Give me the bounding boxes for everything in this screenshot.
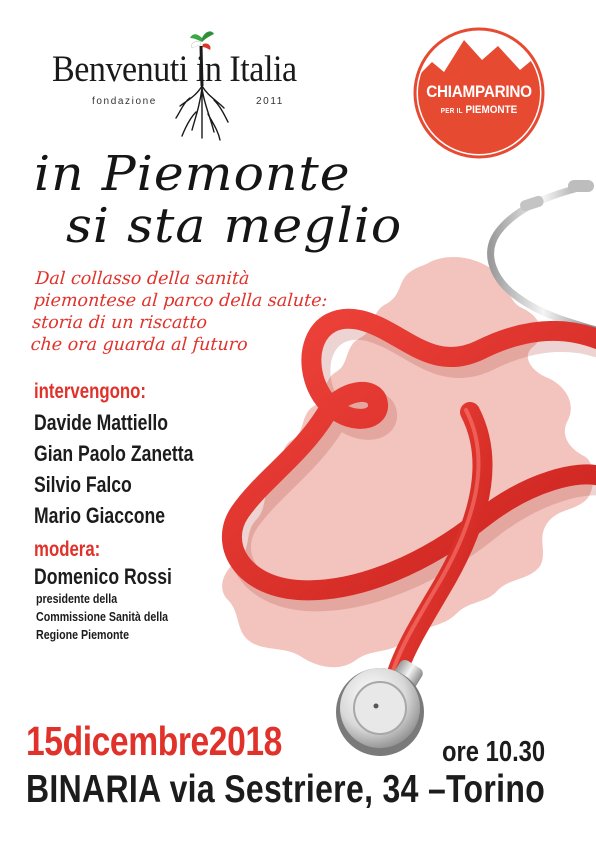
foundation-subtitle: [92, 96, 284, 107]
speakers-label: intervengono:: [34, 380, 146, 403]
subtitle-line: Dal collasso della sanità: [34, 269, 251, 289]
foundation-logo: [48, 26, 338, 146]
foundation-name: Benvenuti in Italia: [52, 49, 297, 90]
subtitle-line: storia di un riscatto: [31, 313, 208, 333]
party-region-name: PIEMONTE: [465, 104, 518, 116]
moderator-role-line: presidente della: [36, 591, 118, 606]
moderator-label: modera:: [34, 538, 101, 561]
party-name: CHIAMPARINO: [426, 82, 532, 101]
moderator-name: Domenico Rossi: [34, 564, 172, 589]
event-venue: BINARIA via Sestriere, 34 –Torino: [26, 768, 546, 811]
speaker-name: Davide Mattiello: [34, 410, 168, 435]
moderator-role: [36, 590, 168, 644]
party-region-prefix: PER IL: [440, 108, 463, 115]
subtitle: [30, 268, 330, 356]
headline-line-1: in Piemonte: [34, 146, 351, 202]
event-time: ore 10.30: [442, 736, 546, 768]
foundation-sub-label: fondazione: [92, 96, 157, 107]
moderator-role-line: Commissione Sanità della: [36, 609, 169, 624]
moderator-role-line: Regione Piemonte: [36, 627, 130, 642]
foundation-year: 2011: [256, 96, 284, 107]
headline-line-2: si sta meglio: [66, 198, 403, 254]
event-date: 15dicembre2018: [26, 718, 282, 764]
subtitle-line: piemontese al parco della salute:: [33, 291, 329, 311]
speaker-name: Gian Paolo Zanetta: [34, 441, 194, 466]
party-logo: [412, 26, 546, 160]
subtitle-line: che ora guarda al futuro: [29, 335, 249, 355]
speaker-name: Silvio Falco: [34, 472, 132, 497]
party-region: [419, 104, 540, 116]
speaker-name: Mario Giaccone: [34, 503, 166, 528]
